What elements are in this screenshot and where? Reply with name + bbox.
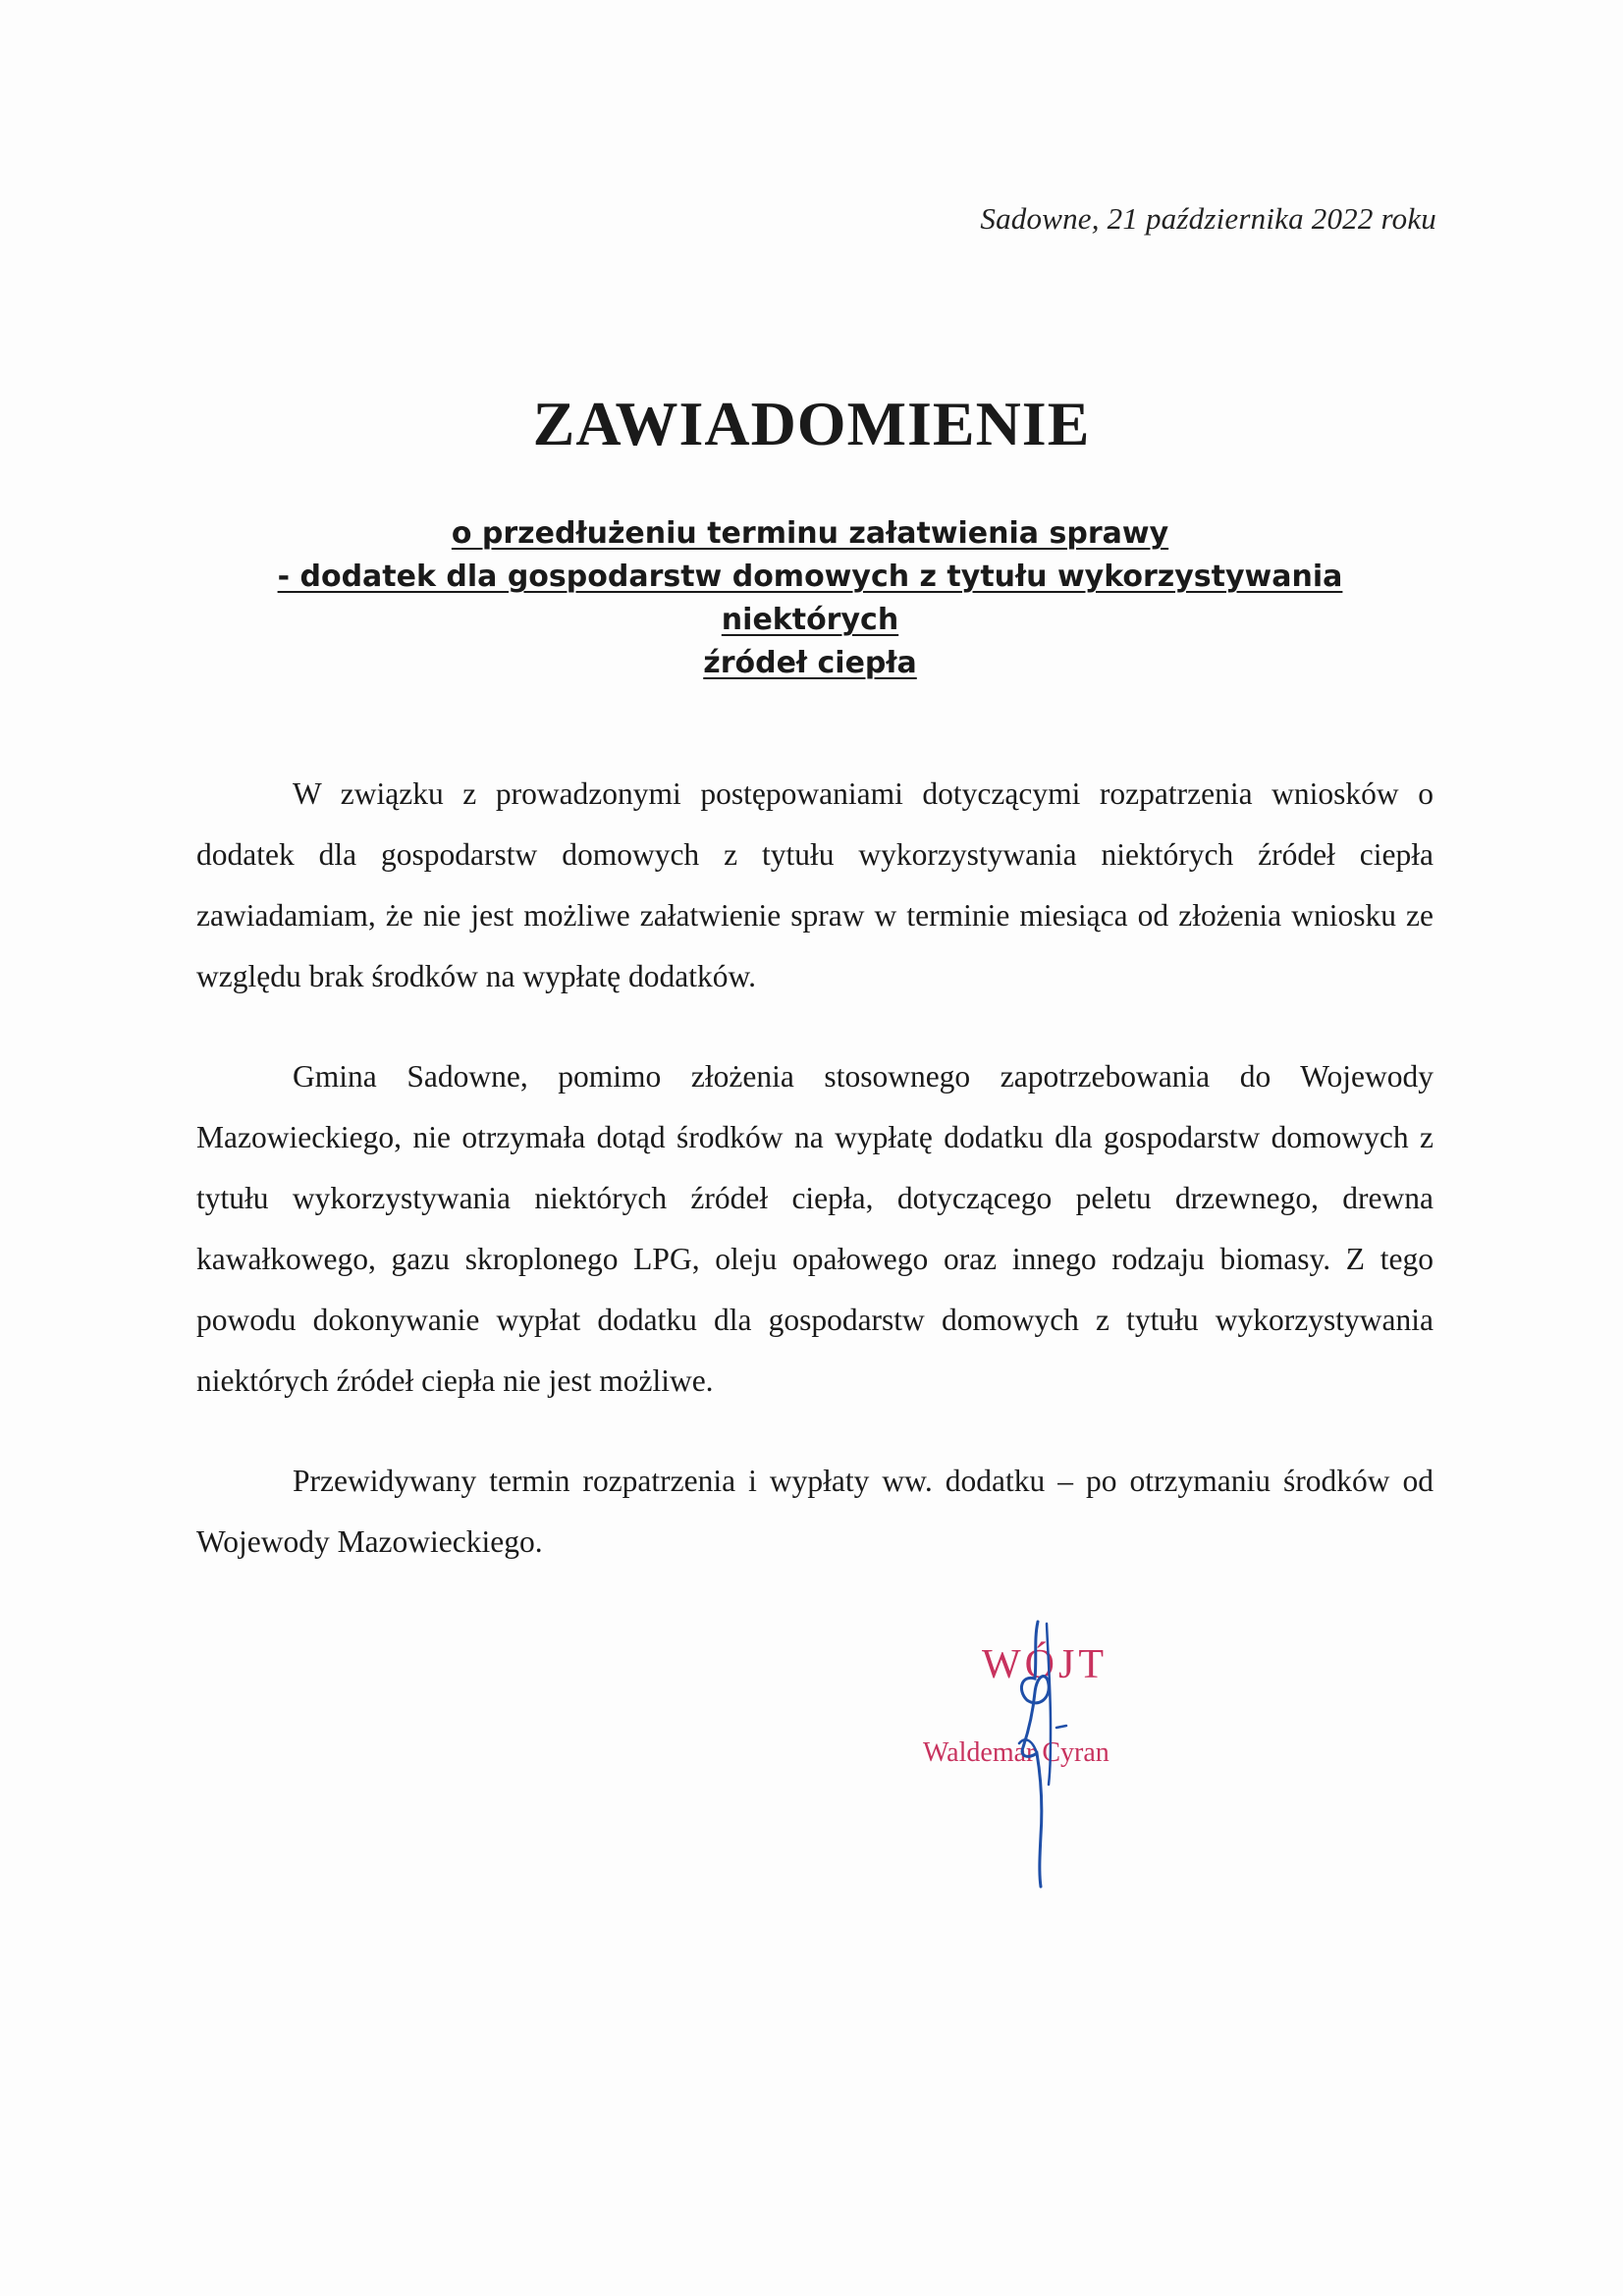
body-paragraph-3: Przewidywany termin rozpatrzenia i wypłaty ww. dodatku – po otrzymaniu środków od Wojewody Mazowieckiego. — [196, 1464, 1434, 1559]
subtitle-line-3: źródeł ciepła — [703, 646, 917, 680]
signature-stamp-name: Waldemar Cyran — [923, 1737, 1109, 1768]
document-body — [196, 764, 1434, 1612]
body-paragraph-1: W związku z prowadzonymi postępowaniami dotyczącymi rozpatrzenia wniosków o dodatek dla gospodarstw domowych z tytułu wykorzystywania niektórych źródeł ciepła zawiadamiam, że nie jest możliwe załatwienie spraw w terminie miesiąca od złożenia wniosku ze względu brak środków na wypłatę dodatków. — [196, 776, 1434, 993]
subtitle-line-1: o przedłużeniu terminu załatwienia sprawy — [451, 516, 1169, 551]
document-subtitle — [196, 512, 1424, 685]
document-title: ZAWIADOMIENIE — [532, 389, 1091, 458]
body-paragraph-2: Gmina Sadowne, pomimo złożenia stosownego zapotrzebowania do Wojewody Mazowieckiego, nie otrzymała dotąd środków na wypłatę dodatku dla gospodarstw domowych z tytułu wykorzystywania niektórych źródeł ciepła, dotyczącego peletu drzewnego, drewna kawałkowego, gazu skroplonego LPG, oleju opałowego oraz innego rodzaju biomasy. Z tego powodu dokonywanie wypłat dodatku dla gospodarstw domowych z tytułu wykorzystywania niektórych źródeł ciepła nie jest możliwe. — [196, 1059, 1434, 1398]
signature-stamp-title: WÓJT — [982, 1642, 1108, 1687]
subtitle-line-2: - dodatek dla gospodarstw domowych z tytułu wykorzystywania niektórych — [277, 560, 1343, 637]
signature-block — [903, 1610, 1198, 1904]
handwritten-signature-icon — [903, 1610, 1198, 1904]
document-date: Sadowne, 21 października 2022 roku — [980, 201, 1436, 236]
